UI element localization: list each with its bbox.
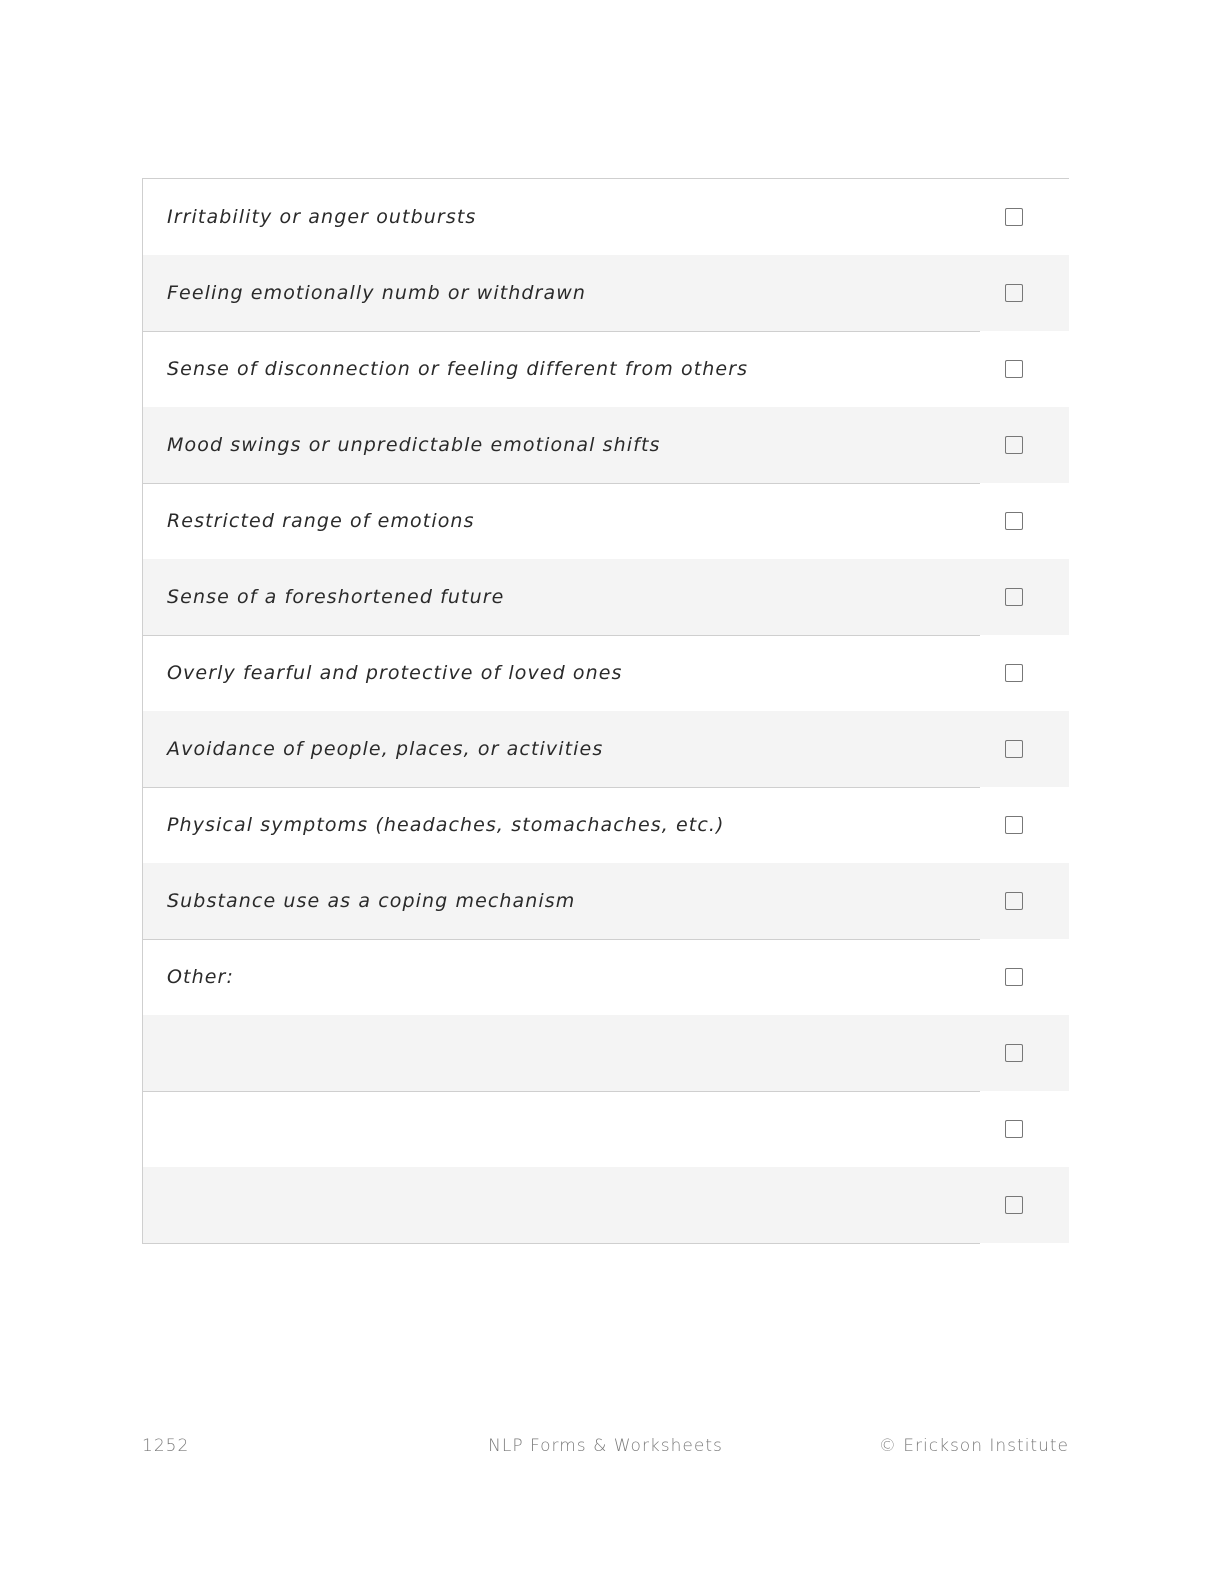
row-label: Restricted range of emotions (167, 510, 475, 532)
copyright: © Erickson Institute (878, 1436, 1069, 1456)
checkbox[interactable] (1005, 664, 1023, 682)
row-cell (142, 1015, 980, 1092)
checklist-row (142, 179, 1069, 255)
checkbox[interactable] (1005, 740, 1023, 758)
checklist-row-blank[interactable] (142, 1015, 1069, 1091)
row-label: Feeling emotionally numb or withdrawn (167, 282, 586, 304)
checklist-row-blank[interactable] (142, 1167, 1069, 1243)
checklist-row (142, 483, 1069, 559)
row-label: Other: (167, 966, 234, 988)
checklist-row (142, 787, 1069, 863)
checklist-row-other (142, 939, 1069, 1015)
checkbox[interactable] (1005, 284, 1023, 302)
row-cell (142, 1167, 980, 1244)
checkbox[interactable] (1005, 588, 1023, 606)
checkbox[interactable] (1005, 968, 1023, 986)
checkbox[interactable] (1005, 892, 1023, 910)
checkbox[interactable] (1005, 816, 1023, 834)
document-title: NLP Forms & Worksheets (488, 1436, 723, 1456)
row-label: Overly fearful and protective of loved ones (167, 662, 623, 684)
checkbox[interactable] (1005, 436, 1023, 454)
checkbox[interactable] (1005, 208, 1023, 226)
row-label: Substance use as a coping mechanism (167, 890, 576, 912)
symptom-checklist (142, 178, 1069, 1243)
checkbox[interactable] (1005, 512, 1023, 530)
page-number: 1252 (142, 1436, 190, 1456)
checklist-row-blank[interactable] (142, 1091, 1069, 1167)
row-label: Sense of disconnection or feeling different from others (167, 358, 749, 380)
checklist-row (142, 559, 1069, 635)
row-cell (142, 1091, 980, 1168)
checklist-row (142, 331, 1069, 407)
checklist-row (142, 255, 1069, 331)
checkbox[interactable] (1005, 1120, 1023, 1138)
checklist-row (142, 863, 1069, 939)
page-footer (142, 1436, 1069, 1460)
row-label: Physical symptoms (headaches, stomachaches, etc.) (167, 814, 725, 836)
row-cell (142, 939, 980, 1016)
checklist-row (142, 711, 1069, 787)
checklist-row (142, 407, 1069, 483)
row-label: Mood swings or unpredictable emotional shifts (167, 434, 661, 456)
row-label: Sense of a foreshortened future (167, 586, 505, 608)
row-label: Irritability or anger outbursts (167, 206, 477, 228)
row-label: Avoidance of people, places, or activities (167, 738, 604, 760)
checkbox[interactable] (1005, 1196, 1023, 1214)
checkbox[interactable] (1005, 360, 1023, 378)
checkbox[interactable] (1005, 1044, 1023, 1062)
checklist-row (142, 635, 1069, 711)
